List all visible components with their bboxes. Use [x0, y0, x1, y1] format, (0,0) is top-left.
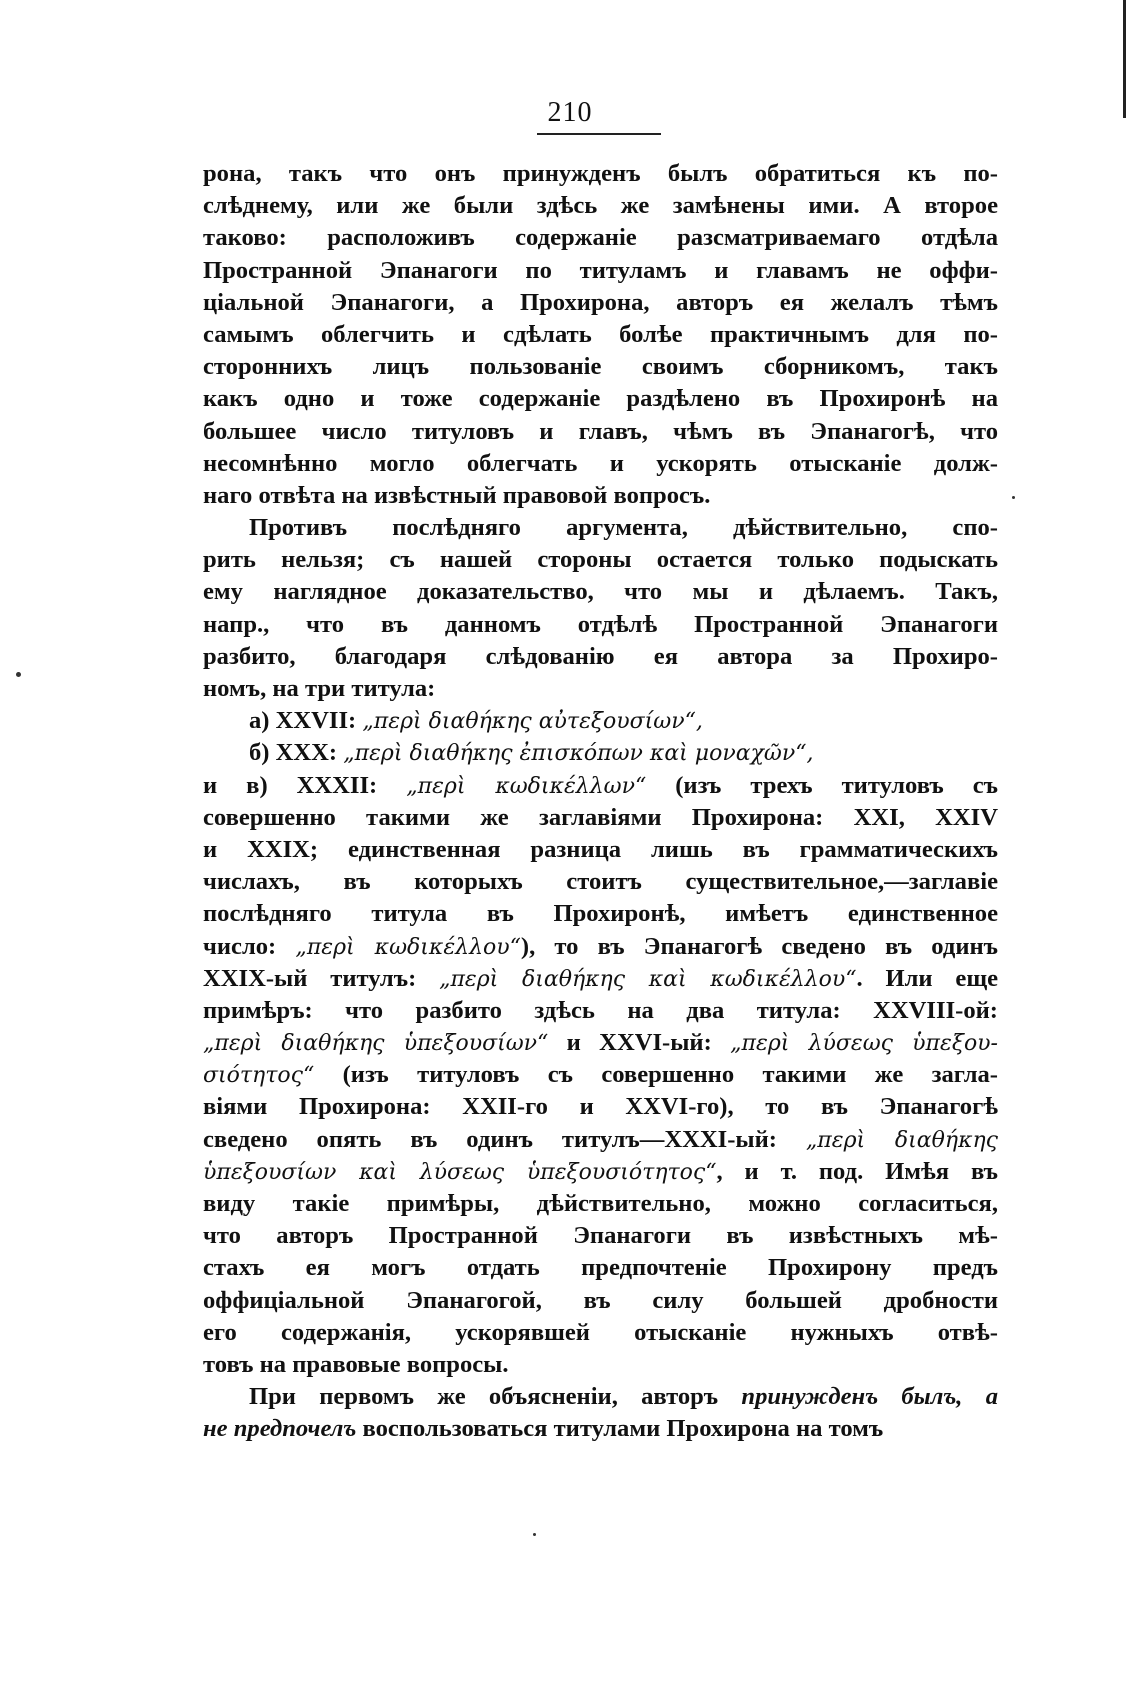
- line-text: и XXVI-ый:: [548, 1029, 731, 1057]
- text-line: [203, 1349, 998, 1381]
- line-text: стахъ ея могъ отдать предпочтеніе Прохирону предъ: [203, 1254, 998, 1282]
- page-number-rule: [537, 133, 661, 135]
- text-line: [203, 673, 998, 705]
- line-text: ), то въ Эпанагогѣ сведено въ одинъ: [520, 932, 998, 960]
- line-text: (изъ трехъ титуловъ съ: [646, 771, 998, 799]
- text-line: [203, 1059, 998, 1091]
- text-line: [203, 931, 998, 963]
- line-text: (изъ титуловъ съ совершенно такими же загла-: [314, 1061, 998, 1089]
- line-text: наго отвѣта на извѣстный правовой вопросъ.: [203, 481, 711, 509]
- emphasis-text: не предпочелъ: [203, 1415, 357, 1443]
- text-line: [203, 1188, 998, 1220]
- line-text: ему наглядное доказательство, что мы и дѣлаемъ. Такъ,: [203, 578, 998, 606]
- print-speck: [16, 672, 21, 677]
- line-text: б) XXX:: [249, 739, 344, 767]
- text-line: [203, 609, 998, 641]
- line-text: несомнѣнно могло облегчать и ускорять отысканіе долж-: [203, 449, 998, 477]
- line-text: виду такіе примѣры, дѣйствительно, можно согласиться,: [203, 1190, 998, 1217]
- line-text: . Или еще: [856, 964, 998, 992]
- line-text: напр., что въ данномъ отдѣлѣ Пространной Эпанагоги: [203, 610, 998, 638]
- line-text: стороннихъ лицъ пользованіе своимъ сборникомъ, такъ: [203, 353, 998, 381]
- text-line: [203, 1317, 998, 1349]
- greek-quote: ὑπεξουσίων καὶ λύσεως ὑπεξουσιότητος“: [203, 1159, 717, 1185]
- print-speck: [1012, 496, 1015, 499]
- line-text: оффиціальной Эпанагогой, въ силу большей дробности: [203, 1286, 998, 1314]
- line-text: рона, такъ что онъ принужденъ былъ обратиться къ по-: [203, 160, 998, 187]
- line-text: какъ одно и тоже содержаніе раздѣлено въ Прохиронѣ на: [203, 385, 998, 413]
- text-line: [203, 802, 998, 834]
- text-line: [203, 1252, 998, 1284]
- line-text: Противъ послѣдняго аргумента, дѣйствительно, спо-: [249, 514, 998, 542]
- text-line: [203, 641, 998, 673]
- text-line: [203, 1285, 998, 1317]
- line-text: XXIX-ый титулъ:: [203, 964, 440, 992]
- line-text: что авторъ Пространной Эпанагоги въ извѣстныхъ мѣ-: [203, 1222, 998, 1250]
- text-line: [203, 1413, 998, 1445]
- line-text: а) XXVII:: [249, 707, 363, 735]
- line-text: примѣръ: что разбито здѣсь на два титула: XXVIII-ой:: [203, 996, 998, 1024]
- text-line: [203, 995, 998, 1027]
- emphasis-text: принужденъ былъ, а: [741, 1383, 998, 1411]
- text-line: [203, 480, 998, 512]
- line-text: числахъ, въ которыхъ стоитъ существительное,—заглавіе: [203, 868, 998, 896]
- line-text: воспользоваться титулами Прохирона на томъ: [356, 1415, 884, 1443]
- greek-quote: „περὶ κωδικέλλου“: [295, 934, 521, 960]
- text-line: [203, 1124, 998, 1156]
- line-text: самымъ облегчить и сдѣлать болѣе практичнымъ для по-: [203, 320, 998, 348]
- line-text: таково: расположивъ содержаніе разсматриваемаго отдѣла: [203, 224, 998, 252]
- text-line: [203, 737, 998, 769]
- text-line: [203, 512, 998, 544]
- text-line: [203, 963, 998, 995]
- line-text: При первомъ же объясненіи, авторъ: [249, 1383, 742, 1411]
- greek-quote: σιότητος“: [203, 1063, 315, 1089]
- text-line: [203, 448, 998, 480]
- greek-quote: „περὶ διαθήκης καὶ κωδικέλλου“: [439, 966, 857, 992]
- text-line: [203, 898, 998, 930]
- text-line: [203, 416, 998, 448]
- line-text: послѣдняго титула въ Прохиронѣ, имѣетъ единственное: [203, 900, 998, 928]
- text-line: [203, 866, 998, 898]
- greek-quote: „περὶ κωδικέλλων“: [406, 773, 647, 799]
- line-text: и XXIX; единственная разница лишь въ грамматическихъ: [203, 835, 998, 863]
- line-text: его содержанія, ускорявшей отысканіе нужныхъ отвѣ-: [203, 1318, 998, 1346]
- text-line: [203, 190, 998, 222]
- line-text: слѣднему, или же были здѣсь же замѣнены ими. А второе: [203, 192, 998, 220]
- text-line: [203, 576, 998, 608]
- line-text: рить нельзя; съ нашей стороны остается только подыскать: [203, 546, 998, 574]
- line-text: совершенно такими же заглавіями Прохирона: XXI, XXIV: [203, 803, 998, 831]
- line-text: число:: [203, 932, 296, 960]
- line-text: Пространной Эпанагоги по титуламъ и главамъ не оффи-: [203, 256, 998, 284]
- text-line: [203, 1027, 998, 1059]
- line-text: большее число титуловъ и главъ, чѣмъ въ Эпанагогѣ, что: [203, 417, 998, 445]
- text-line: [203, 287, 998, 319]
- line-text: ціальной Эпанагоги, а Прохирона, авторъ ея желалъ тѣмъ: [203, 288, 998, 316]
- greek-quote: „περὶ διαθήκης: [805, 1127, 998, 1153]
- line-text: разбито, благодаря слѣдованію ея автора за Прохиро-: [203, 642, 998, 670]
- text-line: [203, 1091, 998, 1123]
- text-line: [203, 544, 998, 576]
- line-text: товъ на правовые вопросы.: [203, 1350, 509, 1378]
- text-line: [203, 351, 998, 383]
- text-line: [203, 255, 998, 287]
- line-text: віями Прохирона: XXII-го и XXVI-го), то въ Эпанагогѣ: [203, 1093, 998, 1121]
- text-line: [203, 319, 998, 351]
- line-text: и в) XXXII:: [203, 771, 407, 799]
- greek-quote: „περὶ διαθήκης ὑπεξουσίων“: [203, 1031, 549, 1057]
- greek-quote: „περὶ διαθήκης ἐπισκόπων καὶ μοναχῶν“,: [343, 741, 814, 767]
- body-text: [203, 158, 998, 1446]
- text-line: [203, 705, 998, 737]
- text-line: [203, 1220, 998, 1252]
- text-line: [203, 383, 998, 415]
- text-line: [203, 158, 998, 190]
- line-text: сведено опять въ одинъ титулъ—XXXI-ый:: [203, 1125, 806, 1153]
- text-line: [203, 222, 998, 254]
- greek-quote: „περὶ διαθήκης αὐτεξουσίων“,: [362, 709, 703, 735]
- text-line: [203, 1156, 998, 1188]
- print-speck: [533, 1533, 536, 1536]
- text-line: [203, 770, 998, 802]
- page-number: 210: [547, 97, 593, 128]
- line-text: , и т. под. Имѣя въ: [716, 1157, 998, 1185]
- text-line: [203, 834, 998, 866]
- greek-quote: „περὶ λύσεως ὑπεξου-: [730, 1031, 998, 1057]
- line-text: номъ, на три титула:: [203, 675, 436, 702]
- text-line: [203, 1381, 998, 1413]
